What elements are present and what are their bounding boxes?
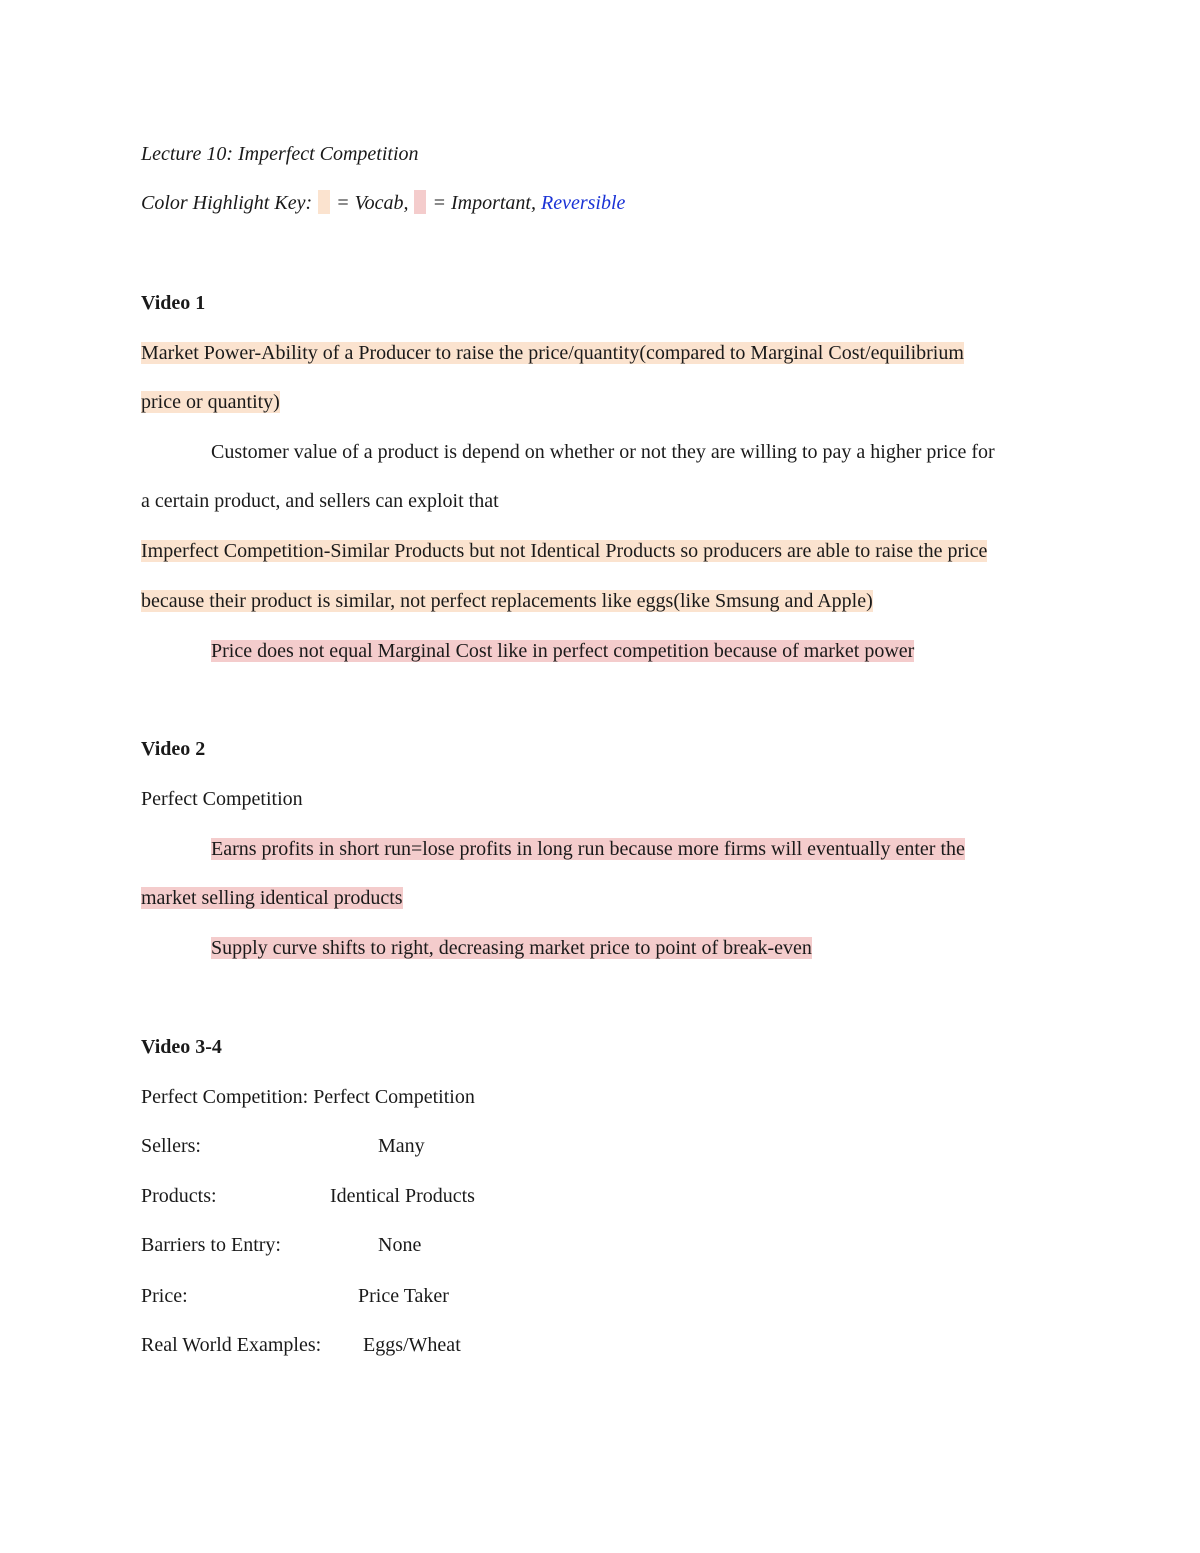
imperfect-competition-text-2: because their product is similar, not perfect replacements like eggs(like Smsung and Apple) — [141, 590, 873, 612]
customer-value-line-1: Customer value of a product is depend on whether or not they are willing to pay a higher price for — [211, 441, 995, 463]
vocab-swatch — [318, 190, 330, 214]
comparison-row-label: Products: — [141, 1185, 217, 1207]
comparison-row-label: Sellers: — [141, 1135, 201, 1157]
important-swatch — [414, 190, 426, 214]
market-power-line-1 — [141, 338, 964, 368]
document-title: Lecture 10: Imperfect Competition — [141, 143, 419, 165]
comparison-row-value: Identical Products — [330, 1185, 475, 1207]
comparison-row-label: Price: — [141, 1285, 188, 1307]
comparison-row-value: Many — [378, 1135, 425, 1157]
comparison-row-label: Barriers to Entry: — [141, 1234, 281, 1256]
earns-profits-text-1: Earns profits in short run=lose profits in long run because more firms will eventually enter the — [211, 838, 965, 860]
market-power-text-1: Market Power-Ability of a Producer to raise the price/quantity(compared to Marginal Cost/equilibrium — [141, 342, 964, 364]
comparison-header-row — [141, 1082, 475, 1112]
supply-curve-text: Supply curve shifts to right, decreasing market price to point of break-even — [211, 937, 812, 959]
color-key-reversible: Reversible — [540, 192, 626, 214]
color-key-important: = Important, — [432, 192, 536, 214]
video2-heading: Video 2 — [141, 738, 206, 760]
color-key-label: Color Highlight Key: — [141, 192, 313, 214]
earns-profits-line-1 — [211, 834, 965, 864]
comparison-row-label: Real World Examples: — [141, 1334, 322, 1356]
comparison-header-right: Perfect Competition — [313, 1086, 475, 1108]
color-key-vocab: = Vocab, — [336, 192, 409, 214]
comparison-header-left: Perfect Competition: — [141, 1086, 309, 1108]
video1-heading: Video 1 — [141, 292, 206, 314]
price-mc-line — [211, 636, 914, 666]
video34-heading: Video 3-4 — [141, 1036, 222, 1058]
comparison-row-value: Eggs/Wheat — [363, 1334, 461, 1356]
supply-curve-line — [211, 933, 812, 963]
imperfect-competition-text-1: Imperfect Competition-Similar Products but not Identical Products so producers are able to raise the price — [141, 540, 988, 562]
color-key-line — [141, 188, 625, 218]
earns-profits-line-2 — [141, 883, 403, 913]
customer-value-line-2: a certain product, and sellers can exploit that — [141, 490, 499, 512]
imperfect-competition-line-1 — [141, 536, 987, 566]
earns-profits-text-2: market selling identical products — [141, 887, 403, 909]
comparison-row-value: Price Taker — [358, 1285, 449, 1307]
market-power-line-2 — [141, 387, 280, 417]
market-power-text-2: price or quantity) — [141, 391, 280, 413]
price-mc-text: Price does not equal Marginal Cost like in perfect competition because of market power — [211, 640, 915, 662]
comparison-row-value: None — [378, 1234, 422, 1256]
imperfect-competition-line-2 — [141, 586, 873, 616]
perfect-competition-label: Perfect Competition — [141, 788, 303, 810]
